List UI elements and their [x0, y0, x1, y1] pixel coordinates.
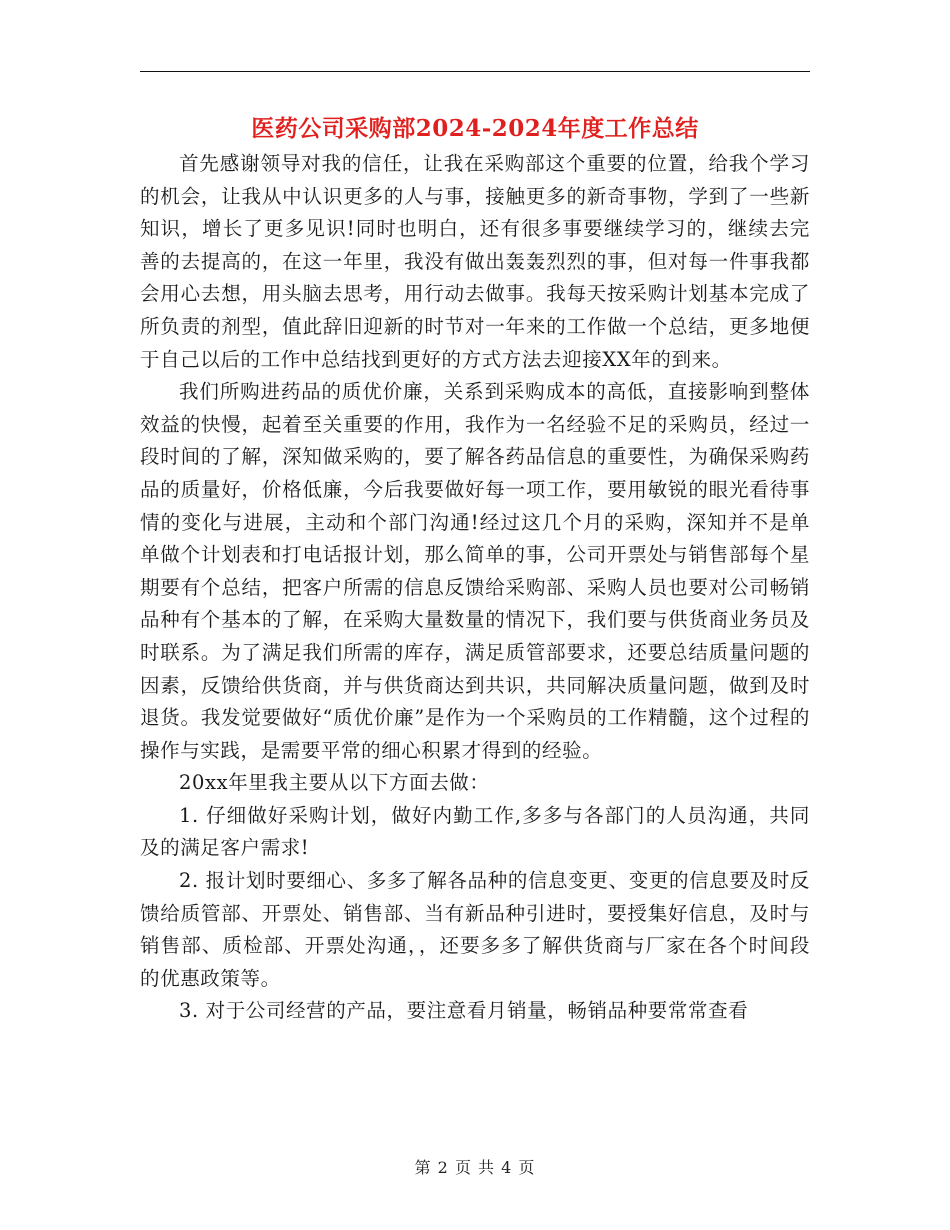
paragraph-procurement: 我们所购进药品的质优价廉，关系到采购成本的高低，直接影响到整体效益的快慢，起着至关重要的作用，我作为一名经验不足的采购员，经过一段时间的了解，深知做采购的，要了解各药品信息的重要性，为确保采购药品的质量好，价格低廉，今后我要做好每一项工作，要用敏锐的眼光看待事情的变化与进展，主动和个部门沟通!经过这几个月的采购，深知并不是单单做个计划表和打电话报计划，那么简单的事，公司开票处与销售部每个星期要有个总结，把客户所需的信息反馈给采购部、采购人员也要对公司畅销品种有个基本的了解，在采购大量数量的情况下，我们要与供货商业务员及时联系。为了满足我们所需的库存，满足质管部要求，还要总结质量问题的因素，反馈给供货商，并与供货商达到共识，共同解决质量问题，做到及时退货。我发觉要做好“质优价廉”是作为一个采购员的工作精髓，这个过程的操作与实践，是需要平常的细心积累才得到的经验。	[140, 380, 810, 762]
document-title: 医药公司采购部2024-2024年度工作总结	[251, 115, 699, 142]
list-item-1: 1. 仔细做好采购计划，做好内勤工作,多多与各部门的人员沟通，共同及的满足客户需求!	[140, 803, 810, 860]
header-rule	[140, 71, 810, 72]
list-item-2: 2. 报计划时要细心、多多了解各品种的信息变更、变更的信息要及时反馈给质管部、开票处、销售部、当有新品种引进时，要授集好信息，及时与销售部、质检部、开票处沟通，，还要多多了解供货商与厂家在各个时间段的优惠政策等。	[140, 869, 810, 990]
list-item-3: 3. 对于公司经营的产品，要注意看月销量，畅销品种要常常查看	[179, 999, 749, 1023]
page-number-footer: 第 2 页 共 4 页	[414, 1158, 536, 1177]
document-body	[140, 148, 810, 1028]
paragraph-intro: 首先感谢领导对我的信任，让我在采购部这个重要的位置，给我个学习的机会，让我从中认识更多的人与事，接触更多的新奇事物，学到了一些新知识，增长了更多见识!同时也明白，还有很多事要继续学习的，继续去完善的去提高的，在这一年里，我没有做出轰轰烈烈的事，但对每一件事我都会用心去想，用头脑去思考，用行动去做事。我每天按采购计划基本完成了所负责的剂型，值此辞旧迎新的时节对一年来的工作做一个总结，更多地便于自己以后的工作中总结找到更好的方式方法去迎接XX年的到来。	[140, 152, 810, 371]
paragraph-plan-heading: 20xx年里我主要从以下方面去做：	[179, 771, 490, 795]
